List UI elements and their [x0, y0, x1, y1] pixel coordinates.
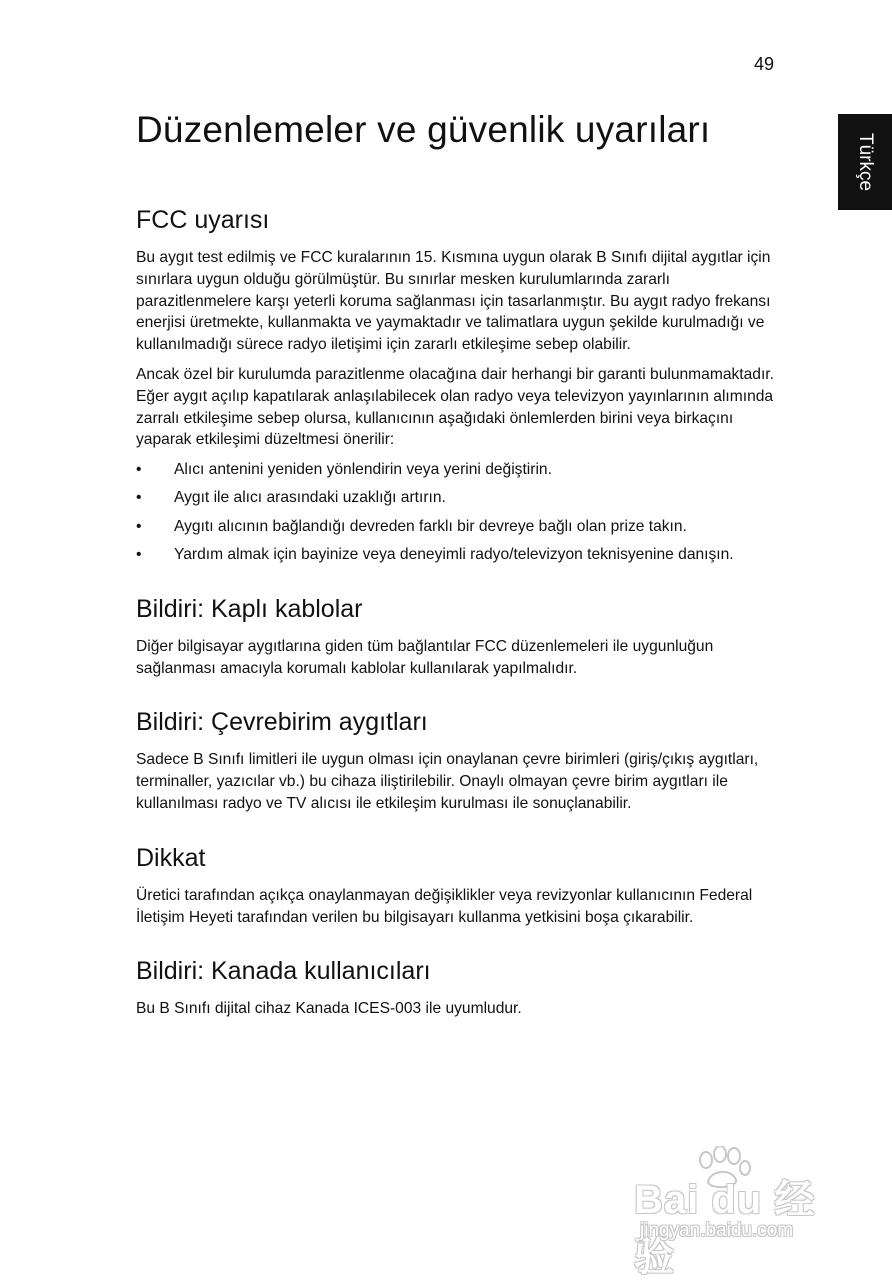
section-heading-caution: Dikkat [136, 843, 206, 872]
section-peripherals [136, 705, 776, 814]
section-heading-fcc: FCC uyarısı [136, 206, 270, 234]
section-shielded-cables [136, 592, 776, 680]
peripherals-paragraph: Sadece B Sınıfı limitleri ile uygun olması için onaylanan çevre birimleri (giriş/çıkış aygıtları, terminaller, yazıcılar vb.) bu cihaza iliştirilebilir. Onaylı olmayan çevre birim aygıtları ile kullanılması radyo ve TV alıcısı ile etkileşim kurulması ile sonuçlanabilir. [136, 751, 759, 813]
list-item-text: Aygıt ile alıcı arasındaki uzaklığı artırın. [174, 489, 446, 507]
page-number: 49 [754, 54, 775, 74]
list-item-text: Alıcı antenini yeniden yönlendirin veya yerini değiştirin. [174, 461, 552, 479]
cables-paragraph: Diğer bilgisayar aygıtlarına giden tüm bağlantılar FCC düzenlemeleri ile uygunluğun sağlanması amacıyla korumalı kablolar kullanılarak yapılmalıdır. [136, 637, 714, 677]
bullet-marker: • [136, 489, 142, 507]
list-item [136, 544, 776, 566]
language-tab-label: Türkçe [855, 132, 877, 192]
canada-paragraph: Bu B Sınıfı dijital cihaz Kanada ICES-003 ile uyumludur. [136, 1000, 522, 1018]
section-heading-cables: Bildiri: Kaplı kablolar [136, 594, 363, 623]
fcc-paragraph-2: Ancak özel bir kurulumda parazitlenme olacağına dair herhangi bir garanti bulunmamaktadır. Eğer aygıt açılıp kapatılarak anlaşılabilecek olan radyo veya televizyon yayınlarının alımında zarralı etkileşime sebep olursa, kullanıcının aşağıdaki önlemlerden birini veya birkaçını yaparak etkileşimi düzeltmesi önerilir: [136, 365, 774, 449]
bullet-marker: • [136, 461, 142, 479]
bullet-marker: • [136, 546, 142, 564]
list-item-text: Yardım almak için bayinize veya deneyimli radyo/televizyon teknisyenine danışın. [174, 546, 734, 564]
fcc-paragraph-1: Bu aygıt test edilmiş ve FCC kuralarının 15. Kısmına uygun olarak B Sınıfı dijital aygıtlar için sınırlara uygun olduğu görülmüştür. Bu sınırlar mesken kurulumlarında zararlı parazitlenmelere karşı yeterli koruma sağlanması için tasarlanmıştır. Bu aygıt radyo frekansı enerjisi üretmekte, kullanmakta ve yaymaktadır ve talimatlara uygun şekilde kurulmadığı ve kullanılmadığı sürece radyo iletişimi için zararlı etkileşime sebep olabilir. [136, 249, 771, 354]
section-canada [136, 954, 776, 1020]
document-body [136, 104, 776, 1046]
list-item [136, 487, 776, 509]
baidu-watermark [632, 1146, 842, 1279]
section-caution [136, 841, 776, 929]
list-item [136, 516, 776, 538]
watermark-brand: Bai du 经验 [634, 1178, 816, 1279]
caution-paragraph: Üretici tarafından açıkça onaylanmayan değişiklikler veya revizyonlar kullanıcının Federal İletişim Heyeti tarafından verilen bu bilgisayarı kullanma yetkisini boşa çıkarabilir. [136, 886, 753, 926]
watermark-url: jingyan.baidu.com [640, 1220, 794, 1241]
fcc-measures-list [136, 459, 776, 566]
page-title: Düzenlemeler ve güvenlik uyarıları [136, 109, 711, 150]
bullet-marker: • [136, 517, 142, 535]
list-item [136, 459, 776, 481]
section-heading-peripherals: Bildiri: Çevrebirim aygıtları [136, 708, 428, 737]
section-fcc [136, 203, 776, 566]
list-item-text: Aygıtı alıcının bağlandığı devreden farklı bir devreye bağlı olan prize takın. [174, 517, 687, 535]
section-heading-canada: Bildiri: Kanada kullanıcıları [136, 957, 431, 986]
language-tab [838, 114, 892, 210]
